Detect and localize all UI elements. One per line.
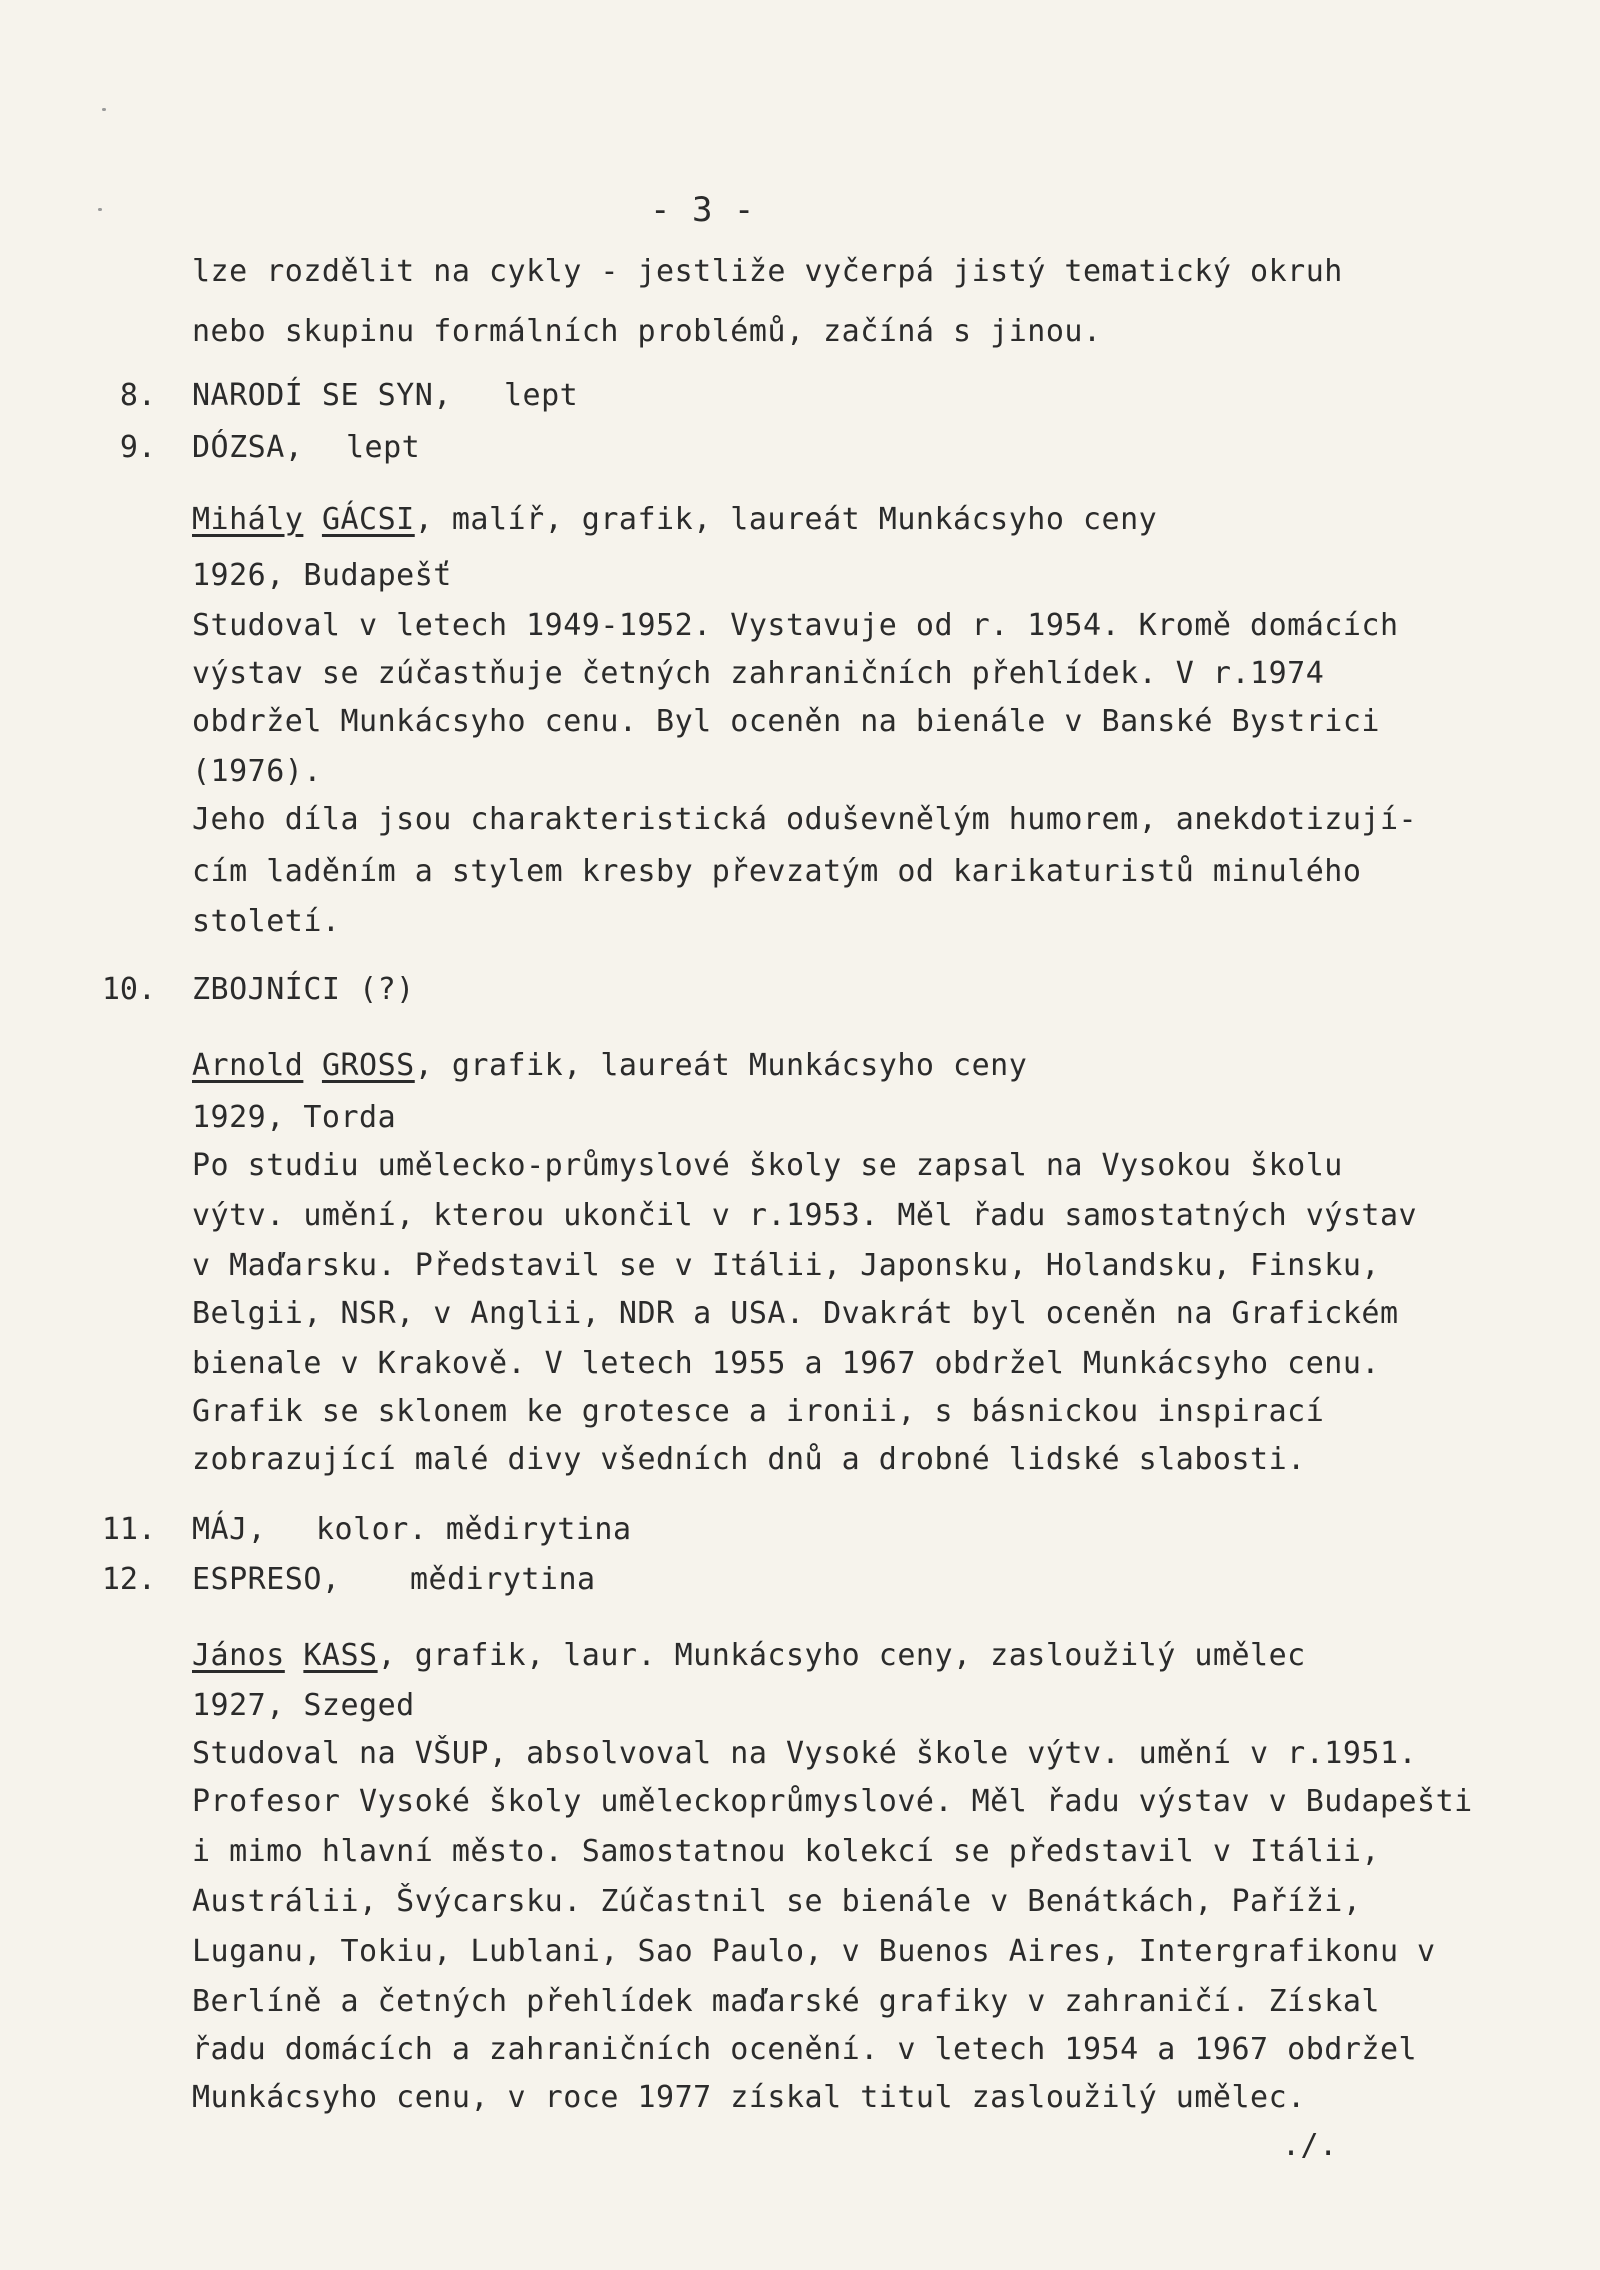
bio-line: Belgii, NSR, v Anglii, NDR a USA. Dvakrát byl oceněn na Grafickém: [192, 1296, 1399, 1331]
artist-heading: [192, 500, 1157, 540]
paper-speck: [102, 108, 106, 111]
artist-last-name: GÁCSI: [321, 502, 415, 537]
bio-line: v Maďarsku. Představil se v Itálii, Japonsku, Holandsku, Finsku,: [192, 1248, 1380, 1283]
bio-line: Munkácsyho cenu, v roce 1977 získal titul zasloužilý umělec.: [192, 2080, 1306, 2115]
work-number: 8.: [119, 378, 156, 413]
work-technique: lept: [504, 378, 579, 413]
bio-line: Luganu, Tokiu, Lublani, Sao Paulo, v Buenos Aires, Intergrafikonu v: [192, 1934, 1436, 1969]
bio-line: Jeho díla jsou charakteristická oduševnělým humorem, anekdotizují-: [192, 802, 1418, 837]
bio-line: i mimo hlavní město. Samostatnou kolekcí se představil v Itálii,: [192, 1834, 1380, 1869]
work-number: 9.: [119, 430, 156, 465]
paper-speck: [98, 208, 102, 211]
intro-line: lze rozdělit na cykly - jestliže vyčerpá jistý tematický okruh: [192, 254, 1343, 289]
artist-last-name: KASS: [303, 1638, 378, 1673]
work-technique: lept: [346, 430, 421, 465]
bio-line: Studoval v letech 1949-1952. Vystavuje od r. 1954. Kromě domácích: [192, 608, 1399, 643]
bio-line: zobrazující malé divy všedních dnů a drobné lidské slabosti.: [192, 1442, 1306, 1477]
bio-line: cím laděním a stylem kresby převzatým od karikaturistů minulého: [192, 854, 1362, 889]
bio-line: výstav se zúčastňuje četných zahraničních přehlídek. V r.1974: [192, 656, 1325, 691]
artist-heading: [192, 1636, 1306, 1676]
work-title: MÁJ,: [192, 1512, 267, 1547]
bio-line: Berlíně a četných přehlídek maďarské grafiky v zahraničí. Získal: [192, 1984, 1380, 2019]
bio-line: Studoval na VŠUP, absolvoval na Vysoké škole výtv. umění v r.1951.: [192, 1736, 1418, 1771]
bio-line: bienale v Krakově. V letech 1955 a 1967 obdržel Munkácsyho cenu.: [192, 1346, 1380, 1381]
work-number: 11.: [101, 1512, 156, 1547]
bio-line: Po studiu umělecko-průmyslové školy se zapsal na Vysokou školu: [192, 1148, 1343, 1183]
work-title: ZBOJNÍCI (?): [192, 972, 415, 1007]
intro-line: nebo skupinu formálních problémů, začíná s jinou.: [192, 314, 1102, 349]
artist-first-name: János: [192, 1638, 285, 1673]
continuation-mark: ./.: [1282, 2128, 1338, 2163]
bio-line: řadu domácích a zahraničních ocenění. v letech 1954 a 1967 obdržel: [192, 2032, 1418, 2067]
work-technique: kolor. mědirytina: [316, 1512, 632, 1547]
artist-first-name: Mihály: [192, 502, 304, 537]
artist-birth: 1926, Budapešť: [192, 558, 452, 593]
artist-description: , malíř, grafik, laureát Munkácsyho ceny: [414, 502, 1158, 537]
work-number: 10.: [101, 972, 156, 1007]
artist-description: , grafik, laur. Munkácsyho ceny, zasloužilý umělec: [377, 1638, 1306, 1673]
bio-line: (1976).: [192, 754, 322, 789]
bio-line: Austrálii, Švýcarsku. Zúčastnil se bienále v Benátkách, Paříži,: [192, 1884, 1362, 1919]
bio-line: století.: [192, 904, 341, 939]
bio-line: výtv. umění, kterou ukončil v r.1953. Měl řadu samostatných výstav: [192, 1198, 1418, 1233]
work-technique: mědirytina: [410, 1562, 596, 1597]
bio-line: Grafik se sklonem ke grotesce a ironii, s básnickou inspirací: [192, 1394, 1325, 1429]
bio-line: Profesor Vysoké školy uměleckoprůmyslové. Měl řadu výstav v Budapešti: [192, 1784, 1473, 1819]
artist-birth: 1927, Szeged: [192, 1688, 415, 1723]
artist-description: , grafik, laureát Munkácsyho ceny: [414, 1048, 1028, 1083]
artist-birth: 1929, Torda: [192, 1100, 397, 1135]
artist-last-name: GROSS: [321, 1048, 415, 1083]
work-number: 12.: [101, 1562, 156, 1597]
artist-heading: [192, 1046, 1027, 1086]
bio-line: obdržel Munkácsyho cenu. Byl oceněn na bienále v Banské Bystrici: [192, 704, 1380, 739]
artist-first-name: Arnold: [192, 1048, 304, 1083]
work-title: NARODÍ SE SYN,: [192, 378, 452, 413]
work-title: ESPRESO,: [192, 1562, 341, 1597]
work-title: DÓZSA,: [192, 430, 304, 465]
page-number: - 3 -: [650, 190, 755, 230]
